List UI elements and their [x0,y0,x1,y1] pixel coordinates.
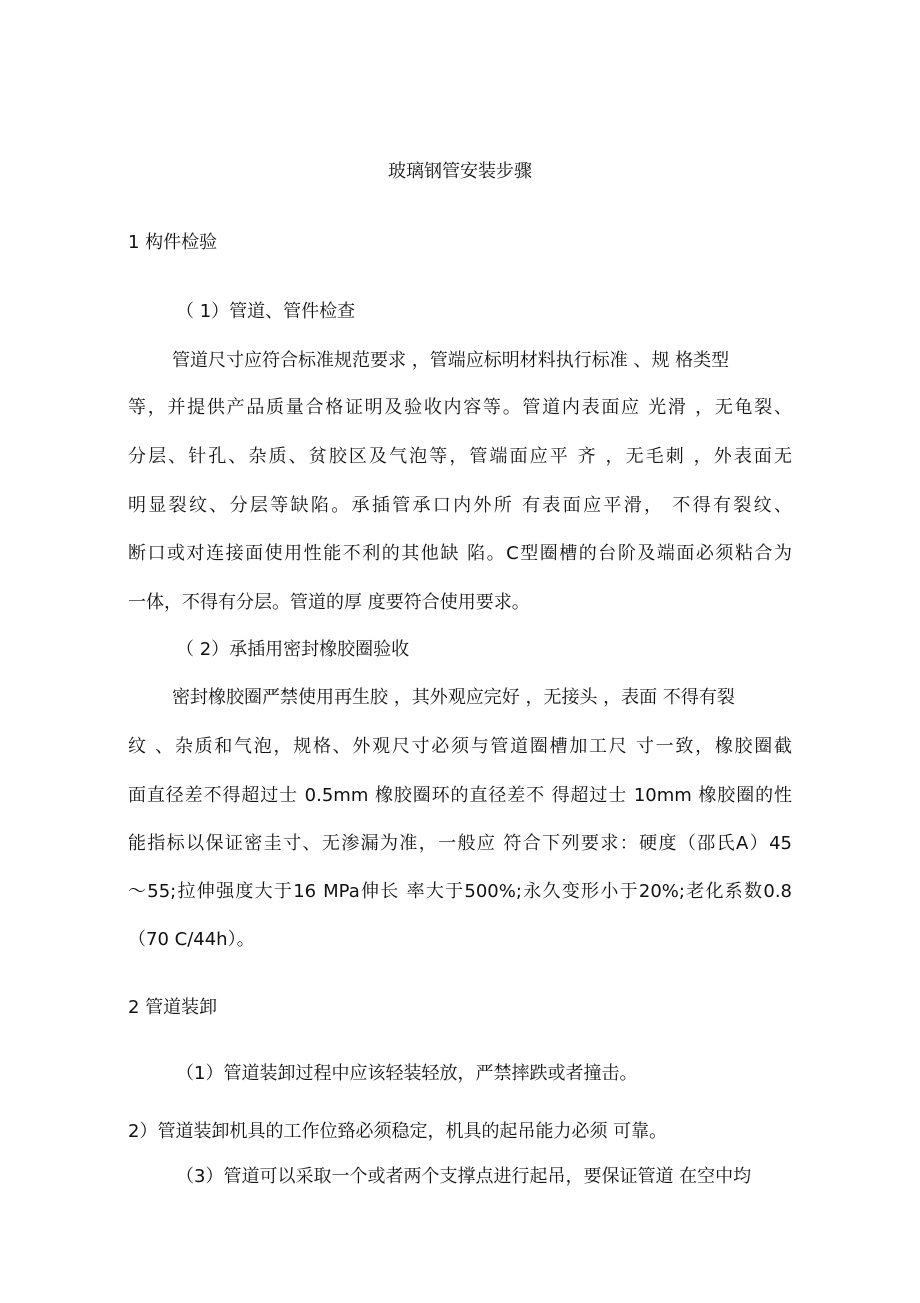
paragraph-1-line-3: 分层、针孔、杂质、贫胶区及气泡等，管端面应平 齐 ，无毛刺 ，外表面无 [128,446,792,467]
paragraph-2-line-5: 〜55;拉伸强度大于16 MPa伸长 率大于500%;永久变形小于20%;老化系数0.8 [128,881,792,902]
paragraph-1-line-1: 管道尺寸应符合标准规范要求 ，管端应标明材料执行标准 、规 格类型 [172,350,730,371]
subsection-1-heading: （ 1）管道、管件检查 [176,301,356,322]
paragraph-2-line-1: 密封橡胶圈严禁使用再生胶 ，其外观应完好 ，无接头 ，表面 不得有裂 [172,687,735,708]
paragraph-1-line-6: 一体，不得有分层。管道的厚 度要符合使用要求。 [128,592,530,613]
paragraph-2-line-2: 纹 、杂质和气泡，规格、外观尺寸必须与管道圈槽加工尺 寸一致，橡胶圈截 [128,736,792,757]
paragraph-1-line-2: 等，并提供产品质量合格证明及验收内容等。管道内表面应 光滑 ，无龟裂、 [128,397,792,418]
paragraph-2-line-4: 能指标以保证密圭寸、无渗漏为准，一般应 符合下列要求：硬度（邵氏A）45 [128,833,792,854]
section-2-item-1: （1）管道装卸过程中应该轻装轻放，严禁摔跌或者撞击。 [176,1063,638,1084]
paragraph-2-line-6: （70 C/44h）。 [128,929,255,950]
paragraph-1-line-5: 断口或对连接面使用性能不利的其他缺 陷。C型圈槽的台阶及端面必须粘合为 [128,543,792,564]
paragraph-1-line-4: 明显裂纹、分层等缺陷。承插管承口内外所 有表面应平滑， 不得有裂纹、 [128,495,792,516]
subsection-2-heading: （ 2）承插用密封橡胶圈验收 [176,639,410,660]
section-2-item-3: （3）管道可以采取一个或者两个支撑点进行起吊，要保证管道 在空中均 [176,1166,752,1187]
paragraph-2-line-3: 面直径差不得超过士 0.5mm 橡胶圈环的直径差不 得超过士 10mm 橡胶圈的性 [128,785,792,806]
section-1-heading: 1 构件检验 [128,232,218,253]
section-2-item-2: 2）管道装卸机具的工作位臵必须稳定，机具的起吊能力必须 可靠。 [128,1121,668,1142]
document-title: 玻璃钢管安装步骤 [388,161,532,182]
section-2-heading: 2 管道装卸 [128,997,218,1018]
